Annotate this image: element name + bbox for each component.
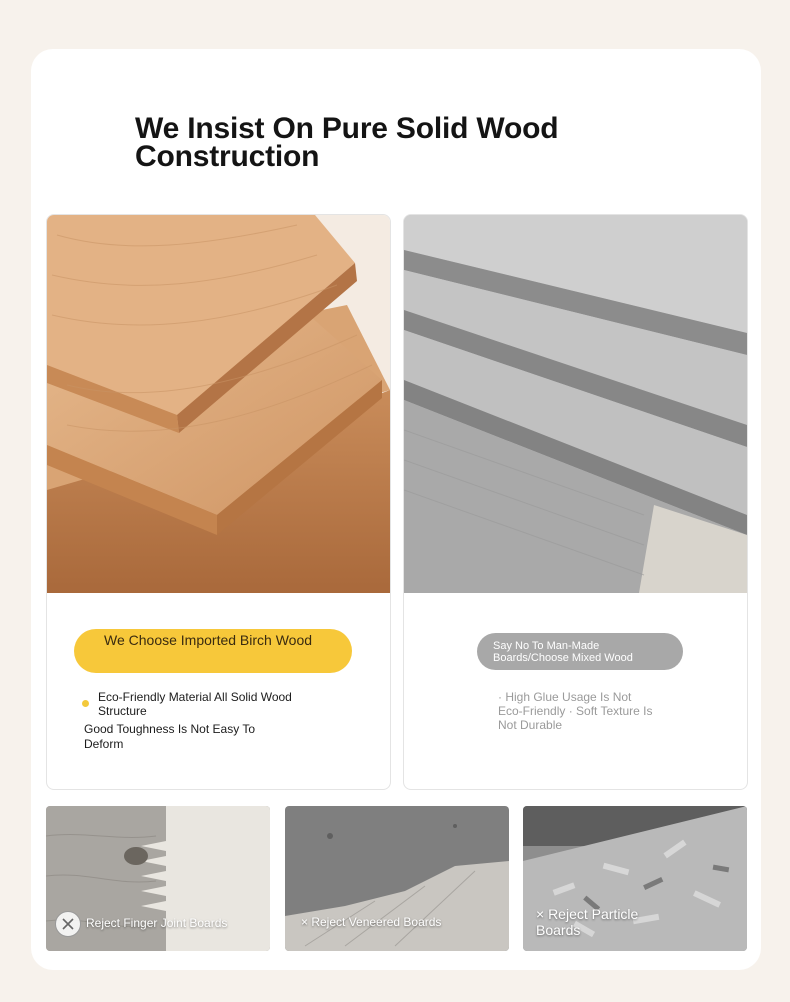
reject-particle-label: × Reject Particle Boards <box>536 906 639 938</box>
close-circle-icon <box>55 911 81 937</box>
content-card <box>31 49 761 970</box>
man-made-badge <box>477 633 683 670</box>
birch-wood-badge-label: We Choose Imported Birch Wood <box>104 632 313 648</box>
birch-wood-badge <box>74 629 352 673</box>
veneered-board-tile <box>285 806 509 951</box>
particle-board-stack-photo <box>404 215 747 593</box>
page-title: We Insist On Pure Solid Wood Construction <box>135 112 559 173</box>
man-made-board-panel <box>403 214 748 790</box>
reject-finger-joint-label: Reject Finger Joint Boards <box>86 916 228 930</box>
toughness-feature: Good Toughness Is Not Easy To Deform <box>84 722 255 751</box>
veneered-board-photo <box>285 806 509 951</box>
man-made-drawbacks: · High Glue Usage Is Not Eco-Friendly · Soft Texture Is Not Durable <box>498 690 653 732</box>
birch-boards-photo <box>47 215 390 593</box>
bullet-dot-icon <box>82 700 89 707</box>
man-made-badge-label: Say No To Man-Made Boards/Choose Mixed Wood <box>493 640 633 664</box>
particle-board-tile <box>523 806 747 951</box>
reject-veneered-label: × Reject Veneered Boards <box>301 915 442 929</box>
solid-wood-panel <box>46 214 391 790</box>
finger-joint-board-tile <box>46 806 270 951</box>
eco-friendly-feature: Eco-Friendly Material All Solid Wood Structure <box>98 690 292 718</box>
